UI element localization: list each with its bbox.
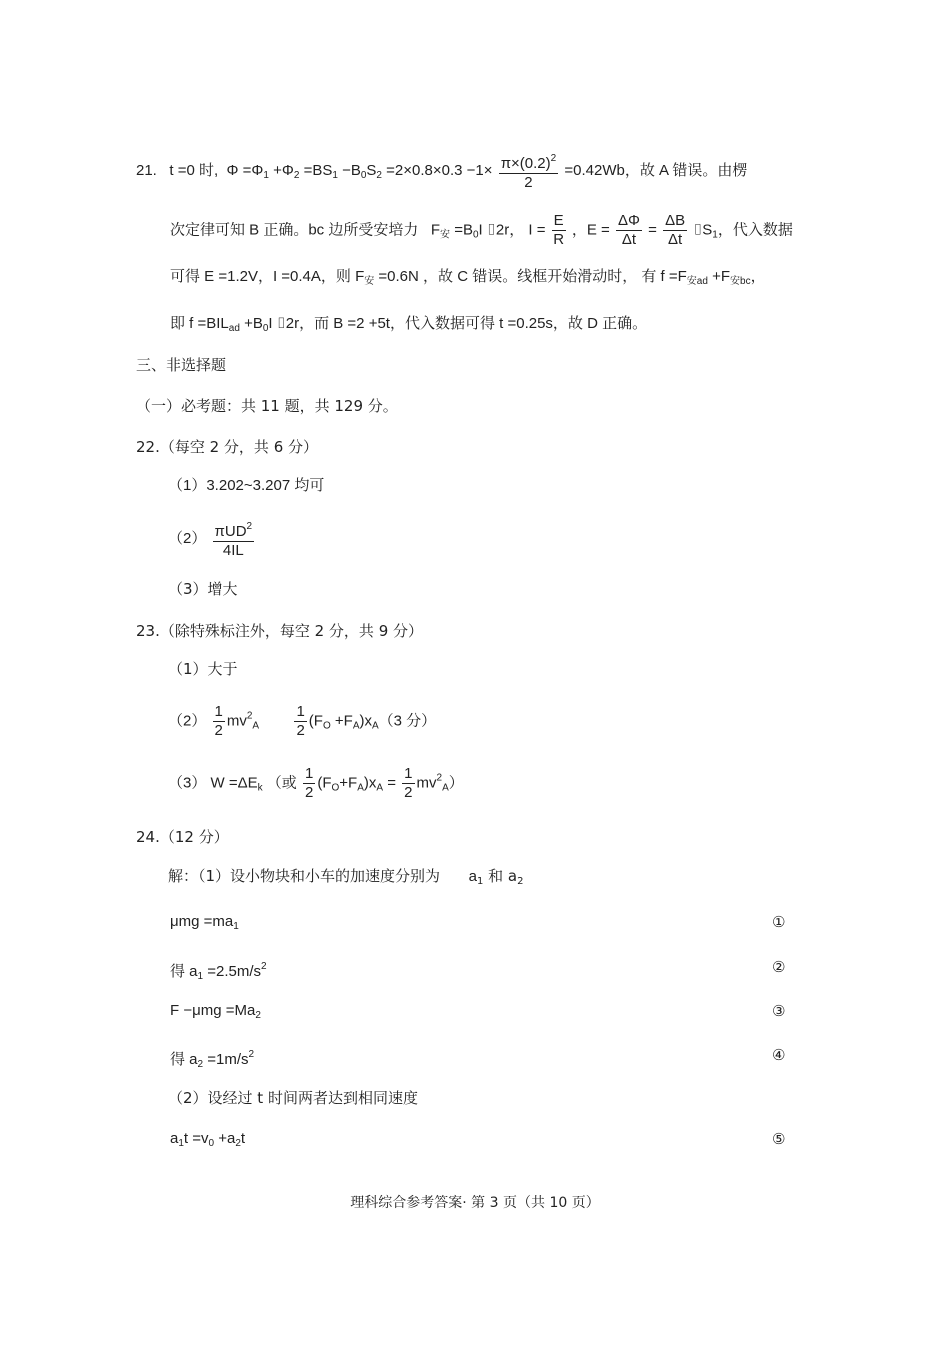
q24-title: 24.（12 分） <box>136 828 229 846</box>
q22-answer-3: （3）增大 <box>168 580 238 598</box>
q21-line-4: 即 $f =BIL_{ad} +B_0I$ ⌷2r，而 B =2 +5t，代入数据可得 t =0.25s，故 D 正确。 <box>170 315 648 334</box>
fraction: $\frac{\Delta B}{\Delta t}$ <box>665 212 686 248</box>
q22-answer-2: （2） $\frac{\pi UD^2}{4IL}$ <box>168 518 256 560</box>
eq-number-3: ③ <box>772 1002 786 1020</box>
fraction: $\frac{\Delta\Phi}{\Delta t}$ <box>617 212 640 248</box>
q24-eq-1: $\mu mg =ma_1$ <box>170 913 239 932</box>
q24-eq-2: 得 $a_1 =2.5m/s^2$ <box>170 961 267 982</box>
q21-line-2: 次定律可知 B 正确。bc 边所受安培力 $F_安 =B_0I$ ⌷2r， I = $\frac{E}{R}$ ，E = $\frac{\Delta\Phi}{\Delta t}$ = $\frac{\Delta B}{\Delta t}$ $⌷S_1$，代入数据 <box>170 212 793 248</box>
eq-number-1: ① <box>772 913 786 931</box>
q23-title: 23.（除特殊标注外，每空 2 分，共 9 分） <box>136 622 424 640</box>
fraction: $\frac{\pi\times(0.2)^2}{2}$ <box>499 150 559 192</box>
fraction: $\frac{1}{2}$ <box>304 765 314 801</box>
q24-part-2: （2）设经过 t 时间两者达到相同速度 <box>168 1089 418 1107</box>
q21-line-3: 可得 E =1.2V，I =0.4A，则 $F_安 =0.6N$ ，故 C 错误。线框开始滑动时， 有 $f =F_{安ad} +F_{安bc}$， <box>170 268 766 287</box>
q23-answer-2: （2） $\frac{1}{2}$ $mv^2_A$ $\frac{1}{2}$ $(F_O +F_A)x_A(3$ 分） <box>168 703 437 739</box>
fraction: $\frac{1}{2}$ <box>296 703 305 739</box>
q21-line-1: 21. t =0 时, $\Phi =\Phi_1 +\Phi_2 =BS_1 -B_0S_2 =2\times 0.8\times 0.3 -1\times$ $\frac{\pi\times(0.2)^2}{2}$ =0.42Wb，故 A 错误。由楞 <box>136 150 747 192</box>
fraction: $\frac{\pi UD^2}{4IL}$ <box>213 518 255 560</box>
fraction: $\frac{E}{R}$ <box>553 212 565 248</box>
q24-intro: 解：（1）设小物块和小车的加速度分别为 $a_1$ 和 $a_2$ <box>168 867 524 887</box>
q24-eq-5: $a_1t =v_0 +a_2t$ <box>170 1130 246 1149</box>
fraction: $\frac{1}{2}$ <box>404 765 413 801</box>
eq-number-2: ② <box>772 958 786 976</box>
section-heading: 三、非选择题 <box>136 356 227 374</box>
q23-answer-3: （3） $W =\Delta E_k$ （或 $\frac{1}{2}$ $(F_O+F_A)x_A$ = $\frac{1}{2}$ $mv^2_A$） <box>168 765 464 801</box>
eq-number-4: ④ <box>772 1046 786 1064</box>
q22-answer-1: （1）3.202~3.207 均可 <box>168 477 325 494</box>
q24-eq-3: $F -\mu mg =Ma_2$ <box>170 1002 261 1021</box>
page-footer: 理科综合参考答案· 第 3 页（共 10 页） <box>350 1195 600 1211</box>
eq-number-5: ⑤ <box>772 1130 786 1148</box>
q23-answer-1: （1）大于 <box>168 660 238 678</box>
q22-title: 22.（每空 2 分，共 6 分） <box>136 438 319 456</box>
fraction: $\frac{1}{2}$ <box>214 703 223 739</box>
q24-eq-4: 得 $a_2 =1m/s^2$ <box>170 1049 255 1070</box>
section-subheading: （一）必考题：共 11 题，共 129 分。 <box>136 397 398 415</box>
